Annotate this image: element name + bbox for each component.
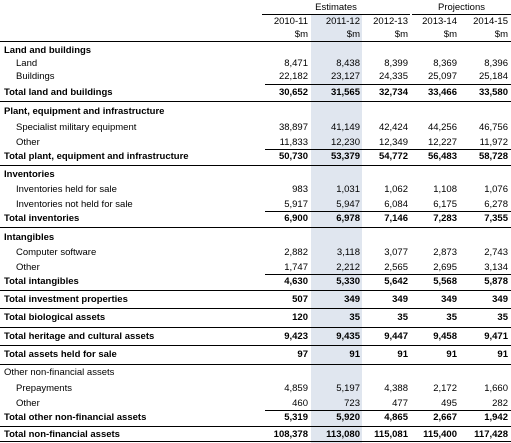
total-row (0, 331, 511, 343)
subtotal-rule (265, 410, 511, 411)
value-cell: 25,184 (478, 71, 508, 82)
value-cell: 12,227 (427, 137, 457, 148)
total-label: Total biological assets (4, 312, 106, 323)
total-row (0, 412, 511, 424)
table-row (0, 122, 511, 134)
value-cell: 2,882 (284, 247, 308, 258)
value-cell: 11,833 (279, 137, 308, 148)
total-value: 97 (297, 349, 308, 360)
year-header-row (0, 16, 511, 28)
total-value: 120 (292, 312, 308, 323)
header-rule (0, 41, 511, 42)
bottom-rule (0, 441, 511, 442)
section-heading-row (0, 367, 511, 379)
row-label: Inventories not held for sale (16, 199, 133, 210)
value-cell: 1,062 (384, 184, 408, 195)
total-label: Total heritage and cultural assets (4, 331, 155, 342)
total-label: Total investment properties (4, 294, 128, 305)
total-value: 5,878 (484, 276, 508, 287)
unit-header: $m (494, 29, 508, 40)
value-cell: 5,197 (336, 383, 360, 394)
table-row (0, 184, 511, 196)
total-value: 33,580 (478, 87, 508, 98)
row-label: Computer software (16, 247, 97, 258)
section-heading: Plant, equipment and infrastructure (4, 106, 165, 117)
total-value: 9,458 (433, 331, 457, 342)
row-label: Land (16, 58, 38, 69)
value-cell: 2,743 (484, 247, 508, 258)
total-value: 50,730 (278, 151, 308, 162)
table-row (0, 199, 511, 211)
value-cell: 983 (292, 184, 308, 195)
row-label: Prepayments (16, 383, 72, 394)
grand-total-label: Total non-financial assets (4, 429, 120, 440)
projections-underline (412, 14, 511, 15)
section-heading-row (0, 45, 511, 57)
total-value: 56,483 (427, 151, 457, 162)
value-cell: 6,084 (384, 199, 408, 210)
subtotal-rule (265, 149, 511, 150)
value-cell: 282 (492, 398, 508, 409)
total-value: 1,942 (484, 412, 508, 423)
value-cell: 3,077 (384, 247, 408, 258)
total-value: 91 (349, 349, 360, 360)
unit-header: $m (443, 29, 457, 40)
value-cell: 6,278 (484, 199, 508, 210)
total-value: 5,920 (336, 412, 360, 423)
row-label: Other (16, 398, 40, 409)
value-cell: 3,134 (484, 262, 508, 273)
subtotal-rule (265, 84, 511, 85)
total-label: Total plant, equipment and infrastructure (4, 151, 189, 162)
subtotal-rule (265, 211, 511, 212)
row-label: Other (16, 262, 40, 273)
section-rule (0, 227, 511, 228)
total-value: 6,900 (284, 213, 308, 224)
total-value: 2,667 (433, 412, 457, 423)
table-row (0, 58, 511, 70)
section-rule (0, 364, 511, 365)
value-cell: 23,127 (330, 71, 360, 82)
total-value: 6,978 (336, 213, 360, 224)
value-cell: 8,396 (484, 58, 508, 69)
projections-group-label: Projections (438, 2, 485, 13)
grand-total-value: 115,400 (423, 429, 457, 440)
year-header: 2011-12 (325, 16, 360, 27)
total-value: 9,423 (284, 331, 308, 342)
estimates-underline (262, 14, 410, 15)
total-value: 33,466 (427, 87, 457, 98)
value-cell: 2,565 (384, 262, 408, 273)
section-heading-row (0, 106, 511, 118)
value-cell: 1,076 (484, 184, 508, 195)
total-value: 30,652 (278, 87, 308, 98)
value-cell: 42,424 (378, 122, 408, 133)
unit-header: $m (294, 29, 308, 40)
total-label: Total intangibles (4, 276, 79, 287)
total-value: 9,447 (384, 331, 408, 342)
value-cell: 723 (344, 398, 360, 409)
value-cell: 3,118 (336, 247, 360, 258)
value-cell: 8,369 (433, 58, 457, 69)
value-cell: 6,175 (433, 199, 457, 210)
total-value: 35 (497, 312, 508, 323)
total-value: 32,734 (378, 87, 408, 98)
total-value: 5,319 (284, 412, 308, 423)
year-header: 2013-14 (422, 16, 457, 27)
total-value: 35 (349, 312, 360, 323)
total-value: 507 (292, 294, 308, 305)
value-cell: 1,660 (484, 383, 508, 394)
table-row (0, 383, 511, 395)
total-value: 54,772 (378, 151, 408, 162)
section-heading-row (0, 232, 511, 244)
section-rule (0, 327, 511, 328)
value-cell: 8,471 (284, 58, 308, 69)
value-cell: 2,873 (433, 247, 457, 258)
total-value: 35 (446, 312, 457, 323)
unit-header: $m (394, 29, 408, 40)
section-rule (0, 101, 511, 102)
total-value: 7,146 (384, 213, 408, 224)
total-row (0, 349, 511, 361)
total-value: 58,728 (478, 151, 508, 162)
total-row (0, 213, 511, 225)
value-cell: 2,212 (336, 262, 360, 273)
total-value: 91 (446, 349, 457, 360)
total-row (0, 294, 511, 306)
total-label: Total other non-financial assets (4, 412, 147, 423)
unit-header: $m (346, 29, 360, 40)
value-cell: 2,172 (433, 383, 457, 394)
table-row (0, 71, 511, 83)
total-label: Total inventories (4, 213, 80, 224)
value-cell: 1,031 (336, 184, 360, 195)
year-header: 2012-13 (373, 16, 408, 27)
table-row (0, 262, 511, 274)
value-cell: 1,108 (433, 184, 457, 195)
value-cell: 44,256 (427, 122, 457, 133)
value-cell: 4,859 (284, 383, 308, 394)
total-value: 91 (497, 349, 508, 360)
total-value: 4,630 (284, 276, 308, 287)
section-rule (0, 345, 511, 346)
value-cell: 41,149 (330, 122, 360, 133)
total-value: 349 (441, 294, 457, 305)
value-cell: 495 (441, 398, 457, 409)
value-cell: 38,897 (278, 122, 308, 133)
total-value: 349 (492, 294, 508, 305)
estimates-group-label: Estimates (315, 2, 357, 13)
value-cell: 5,947 (336, 199, 360, 210)
value-cell: 5,917 (284, 199, 308, 210)
total-value: 5,568 (433, 276, 457, 287)
value-cell: 25,097 (427, 71, 457, 82)
total-value: 7,283 (433, 213, 457, 224)
total-value: 35 (397, 312, 408, 323)
table-row (0, 398, 511, 410)
total-row (0, 87, 511, 99)
subtotal-rule (265, 274, 511, 275)
value-cell: 477 (392, 398, 408, 409)
value-cell: 24,335 (378, 71, 408, 82)
value-cell: 12,230 (330, 137, 360, 148)
section-rule (0, 290, 511, 291)
total-value: 9,471 (484, 331, 508, 342)
section-rule (0, 426, 511, 427)
section-heading: Inventories (4, 169, 55, 180)
total-row (0, 151, 511, 163)
unit-header-row (0, 29, 511, 41)
value-cell: 11,972 (479, 137, 508, 148)
table-row (0, 247, 511, 259)
value-cell: 8,438 (336, 58, 360, 69)
value-cell: 2,695 (433, 262, 457, 273)
total-value: 5,330 (336, 276, 360, 287)
section-heading: Intangibles (4, 232, 55, 243)
total-value: 7,355 (484, 213, 508, 224)
total-row (0, 276, 511, 288)
section-heading-row (0, 169, 511, 181)
grand-total-row (0, 429, 511, 441)
row-label: Specialist military equipment (16, 122, 137, 133)
value-cell: 22,182 (278, 71, 308, 82)
table-row (0, 137, 511, 149)
grand-total-value: 113,080 (326, 429, 360, 440)
total-value: 349 (392, 294, 408, 305)
value-cell: 460 (292, 398, 308, 409)
row-label: Buildings (16, 71, 55, 82)
total-value: 91 (397, 349, 408, 360)
grand-total-value: 117,428 (474, 429, 508, 440)
total-value: 349 (344, 294, 360, 305)
total-label: Total assets held for sale (4, 349, 117, 360)
section-heading: Other non-financial assets (4, 367, 115, 378)
value-cell: 8,399 (384, 58, 408, 69)
section-rule (0, 308, 511, 309)
grand-total-value: 115,081 (374, 429, 408, 440)
year-header: 2010-11 (273, 16, 308, 27)
value-cell: 4,388 (384, 383, 408, 394)
row-label: Other (16, 137, 40, 148)
total-value: 9,435 (336, 331, 360, 342)
year-header: 2014-15 (473, 16, 508, 27)
value-cell: 1,747 (284, 262, 308, 273)
total-value: 4,865 (384, 412, 408, 423)
total-value: 53,379 (330, 151, 360, 162)
grand-total-value: 108,378 (273, 429, 308, 440)
total-row (0, 312, 511, 324)
total-value: 31,565 (330, 87, 360, 98)
section-heading: Land and buildings (4, 45, 92, 56)
value-cell: 46,756 (478, 122, 508, 133)
row-label: Inventories held for sale (16, 184, 117, 195)
value-cell: 12,349 (378, 137, 408, 148)
section-rule (0, 165, 511, 166)
total-label: Total land and buildings (4, 87, 113, 98)
total-value: 5,642 (384, 276, 408, 287)
